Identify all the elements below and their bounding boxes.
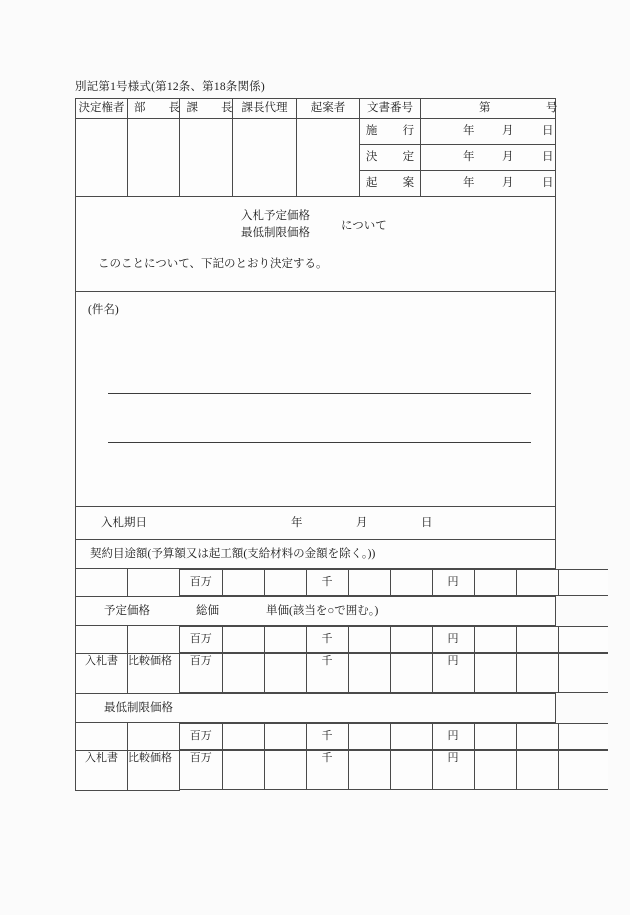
minimum-grid-c2[interactable] [128, 723, 180, 751]
minimum-bid-grid-d3[interactable] [348, 751, 390, 790]
doc-number-prefix: 第 [479, 102, 491, 114]
contract-grid-d7[interactable] [558, 570, 608, 596]
approver-col-drafter: 起案者 [297, 99, 360, 119]
enforcement-day: 日 [542, 125, 554, 137]
contract-grid-thousand[interactable]: 千 [306, 570, 348, 596]
planned-grid-d4[interactable] [390, 627, 432, 653]
contract-amount-label: 契約目途額(予算額又は起工額(支給材料の金額を除く。)) [90, 548, 376, 560]
planned-bid-grid-million[interactable]: 百万 [180, 654, 222, 693]
contract-amount-row [76, 540, 556, 569]
date-value-drafting[interactable] [421, 171, 556, 197]
planned-bid-grid-d4[interactable] [390, 654, 432, 693]
title-block [76, 197, 555, 291]
contract-grid-d6[interactable] [516, 570, 558, 596]
contract-grid-d4[interactable] [390, 570, 432, 596]
form-caption: 別記第1号様式(第12条、第18条関係) [75, 81, 265, 93]
minimum-bid-grid-d2[interactable] [264, 751, 306, 790]
drafting-day: 日 [542, 177, 554, 189]
table-row [76, 653, 556, 694]
signature-box-deputy-section-head[interactable] [233, 119, 297, 197]
minimum-grid-million[interactable]: 百万 [180, 724, 222, 750]
table-row [76, 626, 556, 654]
minimum-bid-grid-million[interactable]: 百万 [180, 751, 222, 790]
date-label-enforcement [360, 119, 421, 145]
contract-grid-d3[interactable] [348, 570, 390, 596]
contract-grid-d5[interactable] [474, 570, 516, 596]
minimum-bid-grid-thousand[interactable]: 千 [306, 751, 348, 790]
minimum-bid-grid-d4[interactable] [390, 751, 432, 790]
minimum-grid-d1[interactable] [222, 724, 264, 750]
bid-date-year: 年 [291, 517, 303, 529]
planned-bid-grid-yen[interactable]: 円 [432, 654, 474, 693]
planned-bid-grid-digits-wrap [180, 653, 556, 694]
doc-number-line [421, 99, 558, 118]
date-label-enforcement-text: 施 行 [365, 125, 415, 137]
decision-month: 月 [502, 151, 514, 163]
bid-date-line [76, 507, 555, 539]
planned-grid-d5[interactable] [474, 627, 516, 653]
minimum-grid-thousand[interactable]: 千 [306, 724, 348, 750]
date-value-decision[interactable] [421, 145, 556, 171]
bid-date-row [76, 507, 556, 540]
enforcement-year: 年 [463, 125, 475, 137]
minimum-grid-d2[interactable] [264, 724, 306, 750]
date-label-decision-text: 決 定 [365, 151, 415, 163]
planned-grid-d3[interactable] [348, 627, 390, 653]
subject-label: (件名) [88, 304, 119, 316]
drafting-year: 年 [463, 177, 475, 189]
approver-col-department-head-label: 部 長 [133, 102, 180, 114]
planned-price-label: 予定価格 [104, 605, 150, 617]
planned-grid-thousand[interactable]: 千 [306, 627, 348, 653]
drafting-month: 月 [502, 177, 514, 189]
decision-year: 年 [463, 151, 475, 163]
title-line-planned-price: 入札予定価格 [241, 210, 310, 222]
table-row [76, 569, 556, 597]
minimum-grid-d4[interactable] [390, 724, 432, 750]
approval-header-row [76, 99, 556, 119]
subject-block-row [76, 292, 556, 507]
minimum-bid-grid-d5[interactable] [474, 751, 516, 790]
minimum-comparison-price-label: 比較価格 [128, 750, 180, 790]
bid-date-cell[interactable] [76, 507, 556, 540]
date-value-enforcement[interactable] [421, 119, 556, 145]
minimum-bid-grid-d7[interactable] [558, 751, 608, 790]
planned-bid-document-label: 入札書 [76, 653, 128, 694]
subject-write-rule-1 [108, 393, 531, 394]
planned-price-cell [76, 597, 556, 626]
minimum-grid-c1[interactable] [76, 723, 128, 751]
signature-row-1 [76, 119, 556, 145]
date-label-drafting [360, 171, 421, 197]
subject-write-rule-2 [108, 442, 531, 443]
minimum-grid-digits-wrap [180, 723, 556, 751]
planned-price-total-label[interactable]: 総価 [196, 605, 219, 617]
planned-bid-grid-d2[interactable] [264, 654, 306, 693]
minimum-bid-grid-d6[interactable] [516, 751, 558, 790]
contract-grid-million[interactable]: 百万 [180, 570, 222, 596]
title-body-text: このことについて、下記のとおり決定する。 [98, 258, 328, 270]
minimum-price-row [76, 694, 556, 723]
contract-amount-cell [76, 540, 556, 569]
planned-bid-grid-d6[interactable] [516, 654, 558, 693]
doc-number-label: 文書番号 [360, 99, 421, 119]
enforcement-month: 月 [502, 125, 514, 137]
planned-bid-grid-d5[interactable] [474, 654, 516, 693]
planned-grid-c1[interactable] [76, 626, 128, 654]
date-line-enforcement [421, 119, 555, 144]
minimum-grid-d3[interactable] [348, 724, 390, 750]
minimum-bid-document-label: 入札書 [76, 750, 128, 790]
date-line-drafting [421, 171, 555, 196]
planned-grid-d1[interactable] [222, 627, 264, 653]
date-label-drafting-text: 起 案 [365, 177, 415, 189]
planned-price-row [76, 597, 556, 626]
title-stack [241, 208, 310, 242]
planned-grid-c2[interactable] [128, 626, 180, 654]
planned-bid-grid-thousand[interactable]: 千 [306, 654, 348, 693]
signature-box-drafter[interactable] [297, 119, 360, 197]
approver-col-deputy-section-head: 課長代理 [233, 99, 297, 119]
planned-grid-d7[interactable] [558, 627, 608, 653]
minimum-grid-yen[interactable]: 円 [432, 724, 474, 750]
bid-date-label: 入札期日 [101, 517, 147, 529]
contract-grid-c1[interactable] [76, 569, 128, 597]
contract-grid-yen[interactable]: 円 [432, 570, 474, 596]
signature-box-decision-maker[interactable] [76, 119, 128, 197]
minimum-bid-grid-digits-wrap [180, 750, 556, 790]
doc-number-value-cell[interactable] [421, 99, 556, 119]
subject-block [76, 292, 555, 506]
approver-col-decision-maker: 決定権者 [76, 99, 128, 119]
contract-grid-digits-wrap [180, 569, 556, 597]
planned-grid-yen[interactable]: 円 [432, 627, 474, 653]
contract-grid-d1[interactable] [222, 570, 264, 596]
decision-day: 日 [542, 151, 554, 163]
signature-box-department-head[interactable] [128, 119, 180, 197]
decision-form-table [75, 98, 556, 791]
planned-comparison-price-label: 比較価格 [128, 653, 180, 694]
contract-grid-c2[interactable] [128, 569, 180, 597]
minimum-grid-d7[interactable] [558, 724, 608, 750]
contract-grid-d2[interactable] [264, 570, 306, 596]
bid-date-day: 日 [421, 517, 433, 529]
table-row [76, 750, 556, 790]
minimum-price-label: 最低制限価格 [104, 702, 173, 714]
minimum-price-cell [76, 694, 556, 723]
minimum-grid-d5[interactable] [474, 724, 516, 750]
minimum-bid-grid-yen[interactable]: 円 [432, 751, 474, 790]
table-row [76, 723, 556, 751]
minimum-grid-d6[interactable] [516, 724, 558, 750]
subject-block-cell[interactable] [76, 292, 556, 507]
title-block-row [76, 197, 556, 292]
planned-bid-grid-d1[interactable] [222, 654, 264, 693]
planned-bid-grid-d3[interactable] [348, 654, 390, 693]
doc-number-suffix: 号 [546, 102, 558, 114]
title-block-cell [76, 197, 556, 292]
approver-col-section-head-label: 課 長 [186, 102, 233, 114]
planned-grid-d6[interactable] [516, 627, 558, 653]
planned-grid-d2[interactable] [264, 627, 306, 653]
date-label-decision [360, 145, 421, 171]
date-line-decision [421, 145, 555, 170]
approver-col-department-head [128, 99, 180, 119]
planned-grid-million[interactable]: 百万 [180, 627, 222, 653]
title-line-minimum-price: 最低制限価格 [241, 227, 310, 239]
planned-price-unit-label[interactable]: 単価(該当を○で囲む。) [266, 605, 379, 617]
approver-col-section-head [180, 99, 233, 119]
minimum-bid-grid-d1[interactable] [222, 751, 264, 790]
signature-box-section-head[interactable] [180, 119, 233, 197]
title-about-text: について [341, 220, 387, 232]
planned-grid-digits-wrap [180, 626, 556, 654]
planned-price-line [76, 597, 555, 625]
bid-date-month: 月 [356, 517, 368, 529]
planned-bid-grid-d7[interactable] [558, 654, 608, 693]
